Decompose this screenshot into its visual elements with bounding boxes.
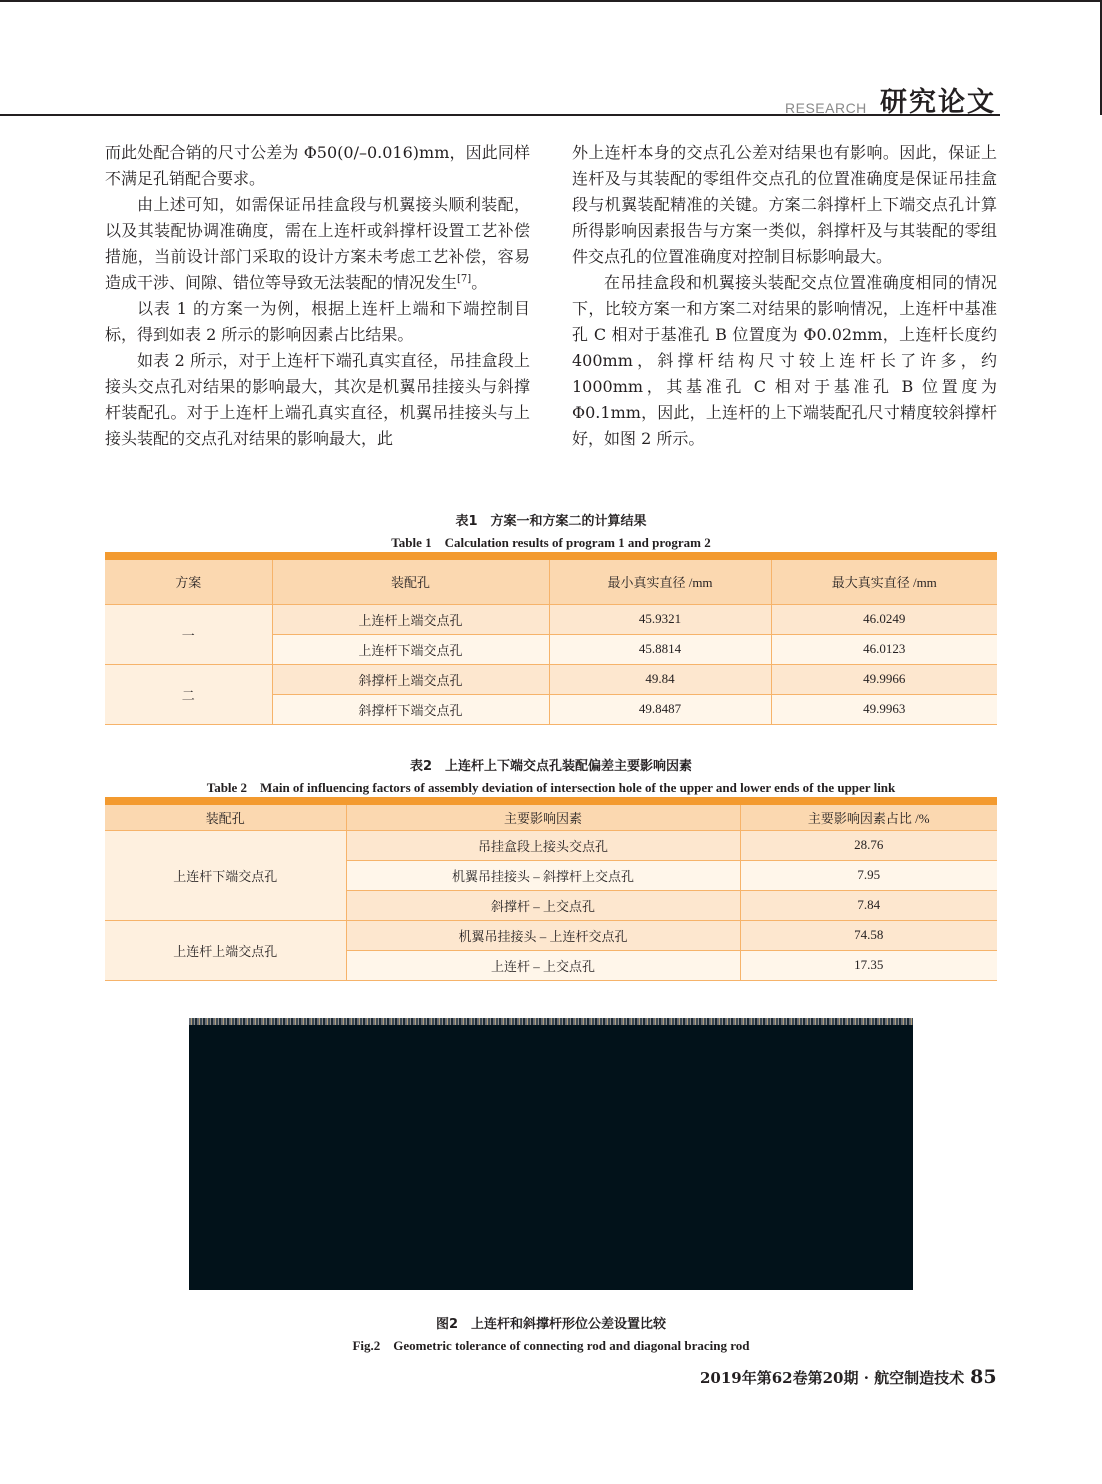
table-cell: 46.0249 <box>771 604 997 634</box>
page-number: 85 <box>970 1366 997 1388</box>
table-cell: 斜撑杆上端交点孔 <box>272 664 549 694</box>
table-cell: 上连杆上端交点孔 <box>272 604 549 634</box>
table-header-cell: 主要影响因素 <box>346 801 740 830</box>
group-cell: 一 <box>105 604 272 664</box>
table-header-row <box>105 556 997 604</box>
table-cell: 机翼吊挂接头 – 上连杆交点孔 <box>346 920 740 950</box>
table-cell: 28.76 <box>740 830 997 860</box>
table-cell: 7.84 <box>740 890 997 920</box>
table-header-cell: 方案 <box>105 556 272 604</box>
table-cell: 46.0123 <box>771 634 997 664</box>
table1 <box>105 552 997 725</box>
table-row <box>105 920 997 950</box>
table-cell: 49.8487 <box>549 694 771 724</box>
table-header-cell: 主要影响因素占比 /% <box>740 801 997 830</box>
figure-caption-en: Fig.2 Geometric tolerance of connecting rod and diagonal bracing rod <box>352 1338 750 1353</box>
figure-image <box>189 1018 913 1290</box>
table-cell: 74.58 <box>740 920 997 950</box>
table2-caption-en: Table 2 Main of influencing factors of assembly deviation of intersection hole of the upper and lower ends of the upper link <box>206 780 896 795</box>
table-header-cell: 最大真实直径 /mm <box>771 556 997 604</box>
table2-caption-zh: 表2 上连杆上下端交点孔装配偏差主要影响因素 <box>409 759 693 774</box>
table-cell: 49.9966 <box>771 664 997 694</box>
table-cell: 45.9321 <box>549 604 771 634</box>
figure-noise-strip <box>189 1018 913 1025</box>
group-cell: 二 <box>105 664 272 724</box>
reference-mark: [7] <box>457 273 472 285</box>
paragraph: 而此处配合销的尺寸公差为 Φ50(0/–0.016)mm，因此同样不满足孔销配合要求。 <box>105 143 530 188</box>
figure-caption-zh: 图2 上连杆和斜撑杆形位公差设置比较 <box>435 1317 667 1332</box>
table2 <box>105 797 997 981</box>
paragraph: 由上述可知，如需保证吊挂盒段与机翼接头顺利装配，以及其装配协调准确度，需在上连杆或斜撑杆设置工艺补偿措施，当前设计部门采取的设计方案未考虑工艺补偿，容易造成干涉、间隙、错位等导致无法装配的情况发生[7]。 <box>105 195 530 292</box>
header-section-title: 研究论文 <box>880 87 996 118</box>
left-column <box>105 140 530 452</box>
paragraph: 在吊挂盒段和机翼接头装配交点位置准确度相同的情况下，比较方案一和方案二对结果的影响情况，上连杆中基准孔 C 相对于基准孔 B 位置度为 Φ0.02mm，上连杆长度约 400mm，斜撑杆结构尺寸较上连杆长了许多，约 1000mm，其基准孔 C 相对于基准孔 B 位置度为 Φ0.1mm，因此，上连杆的上下端装配孔尺寸精度较斜撑杆好，如图 2 所示。 <box>572 273 997 448</box>
table-cell: 斜撑杆下端交点孔 <box>272 694 549 724</box>
table-cell: 斜撑杆 – 上交点孔 <box>346 890 740 920</box>
table-cell: 上连杆 – 上交点孔 <box>346 950 740 980</box>
table-cell: 机翼吊挂接头 – 斜撑杆上交点孔 <box>346 860 740 890</box>
table-row <box>105 830 997 860</box>
table-cell: 49.84 <box>549 664 771 694</box>
table-cell: 吊挂盒段上接头交点孔 <box>346 830 740 860</box>
table-cell: 上连杆下端交点孔 <box>272 634 549 664</box>
table-cell: 45.8814 <box>549 634 771 664</box>
paragraph: 如表 2 所示，对于上连杆下端孔真实直径，吊挂盒段上接头交点孔对结果的影响最大，其次是机翼吊挂接头与斜撑杆装配孔。对于上连杆上端孔真实直径，机翼吊挂接头与上接头装配的交点孔对结果的影响最大，此 <box>105 351 530 448</box>
table-cell: 7.95 <box>740 860 997 890</box>
table-header-row <box>105 801 997 830</box>
table-row <box>105 604 997 634</box>
journal-info: 2019年第62卷第20期 · 航空制造技术 <box>700 1369 965 1387</box>
group-cell: 上连杆下端交点孔 <box>105 830 346 920</box>
table-header-cell: 最小真实直径 /mm <box>549 556 771 604</box>
table-header-cell: 装配孔 <box>272 556 549 604</box>
group-cell: 上连杆上端交点孔 <box>105 920 346 980</box>
page-footer <box>700 1366 997 1388</box>
table-row <box>105 664 997 694</box>
table1-caption-zh: 表1 方案一和方案二的计算结果 <box>455 514 647 529</box>
table-cell: 49.9963 <box>771 694 997 724</box>
right-column <box>572 140 997 452</box>
header-research-label: RESEARCH <box>785 100 867 116</box>
table-cell: 17.35 <box>740 950 997 980</box>
table-header-cell: 装配孔 <box>105 801 346 830</box>
paragraph: 外上连杆本身的交点孔公差对结果也有影响。因此，保证上连杆及与其装配的零组件交点孔的位置准确度是保证吊挂盒段与机翼装配精准的关键。方案二斜撑杆上下端交点孔计算所得影响因素报告与方案一类似，斜撑杆及与其装配的零组件交点孔的位置准确度对控制目标影响最大。 <box>572 143 997 266</box>
table1-caption-en: Table 1 Calculation results of program 1 and program 2 <box>391 535 711 550</box>
top-border <box>0 0 1102 2</box>
paragraph: 以表 1 的方案一为例，根据上连杆上端和下端控制目标，得到如表 2 所示的影响因素占比结果。 <box>105 299 530 344</box>
